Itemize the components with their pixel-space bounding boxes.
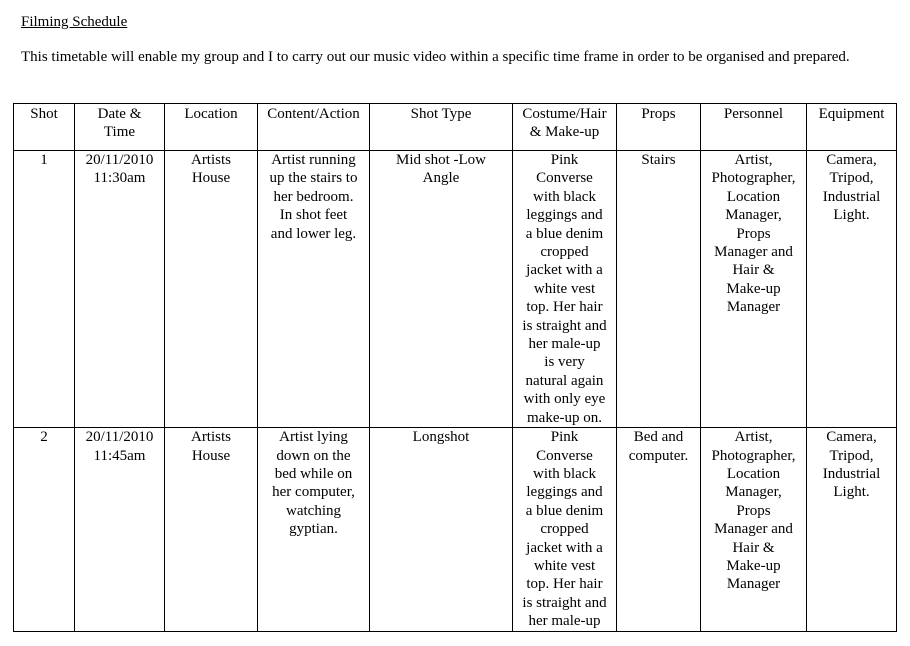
cell-location: Artists House — [165, 151, 258, 428]
header-content-action: Content/Action — [258, 104, 370, 151]
cell-costume: Pink Converse with black leggings and a blue denim cropped jacket with a white vest top. Her hair is straight and her male-up — [513, 428, 617, 631]
cell-personnel: Artist, Photographer, Location Manager, Props Manager and Hair & Make-up Manager — [701, 151, 807, 428]
header-equipment: Equipment — [807, 104, 897, 151]
cell-shot-type: Longshot — [370, 428, 513, 631]
cell-props: Stairs — [617, 151, 701, 428]
document-title: Filming Schedule — [21, 14, 128, 30]
cell-costume: Pink Converse with black leggings and a blue denim cropped jacket with a white vest top. Her hair is straight and her male-up is very natural again with only eye make-up on. — [513, 151, 617, 428]
header-props: Props — [617, 104, 701, 151]
cell-personnel: Artist, Photographer, Location Manager, Props Manager and Hair & Make-up Manager — [701, 428, 807, 631]
header-shot-type: Shot Type — [370, 104, 513, 151]
cell-equipment: Camera, Tripod, Industrial Light. — [807, 151, 897, 428]
table-row — [14, 428, 897, 631]
header-location: Location — [165, 104, 258, 151]
cell-content-action: Artist lying down on the bed while on her computer, watching gyptian. — [258, 428, 370, 631]
filming-schedule-table — [13, 103, 897, 632]
cell-props: Bed and computer. — [617, 428, 701, 631]
intro-paragraph: This timetable will enable my group and I to carry out our music video within a specific time frame in order to be organised and prepared. — [21, 49, 850, 65]
cell-date-time: 20/11/2010 11:30am — [75, 151, 165, 428]
cell-shot-type: Mid shot -Low Angle — [370, 151, 513, 428]
cell-date-time: 20/11/2010 11:45am — [75, 428, 165, 631]
cell-shot: 1 — [14, 151, 75, 428]
cell-shot: 2 — [14, 428, 75, 631]
header-costume: Costume/Hair & Make-up — [513, 104, 617, 151]
cell-location: Artists House — [165, 428, 258, 631]
table-row — [14, 151, 897, 428]
header-personnel: Personnel — [701, 104, 807, 151]
cell-equipment: Camera, Tripod, Industrial Light. — [807, 428, 897, 631]
header-date-time: Date & Time — [75, 104, 165, 151]
table-header-row — [14, 104, 897, 151]
cell-content-action: Artist running up the stairs to her bedroom. In shot feet and lower leg. — [258, 151, 370, 428]
header-shot: Shot — [14, 104, 75, 151]
